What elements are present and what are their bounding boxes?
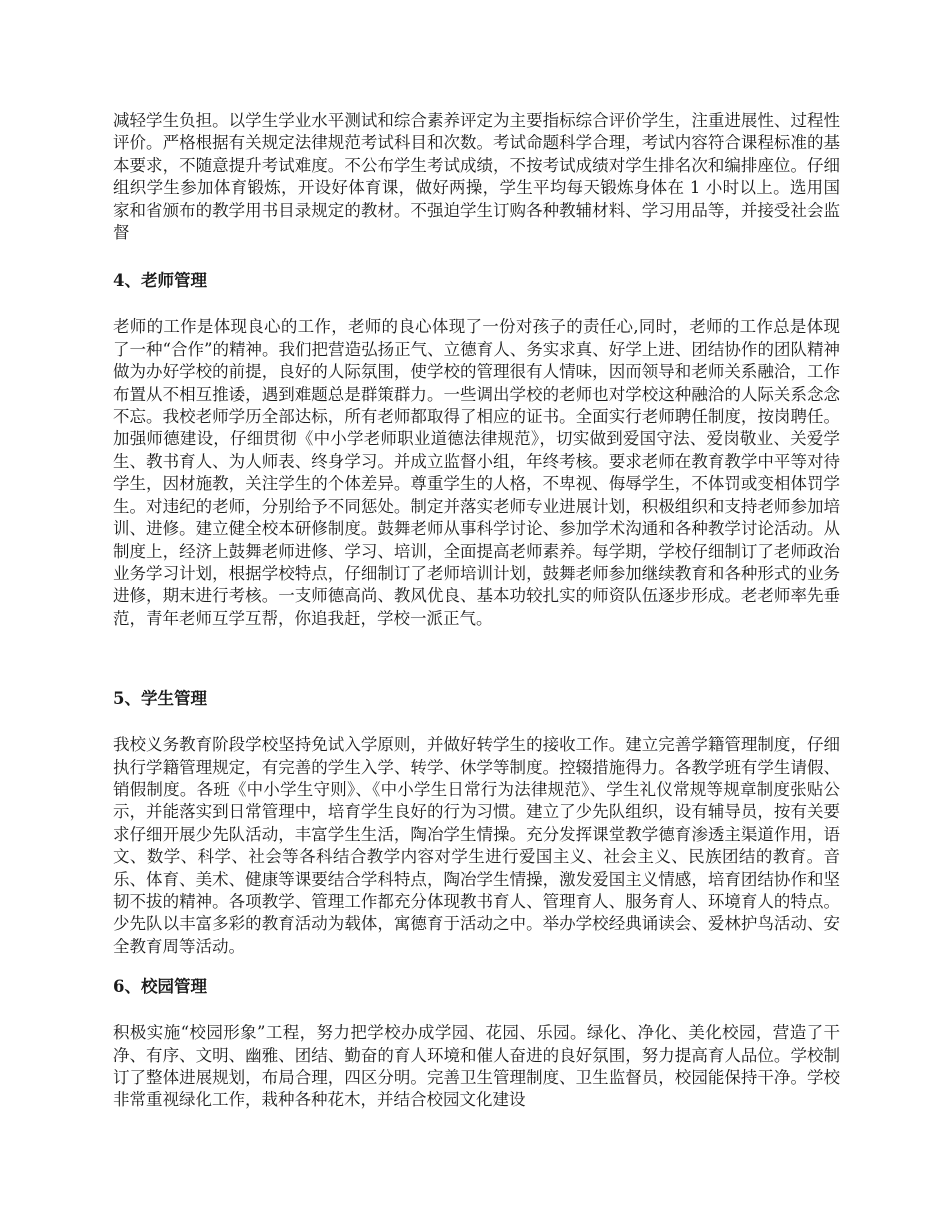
section-body-teacher-management: 老师的工作是体现良心的工作，老师的良心体现了一份对孩子的责任心,同时，老师的工作总是体现了一种“合作”的精神。我们把营造弘扬正气、立德育人、务实求真、好学上进、团结协作的团队精神做为办好学校的前提，良好的人际氛围，使学校的管理很有人情味，因而领导和老师关系融洽，工作布置从不相互推诿，遇到难题总是群策群力。一些调出学校的老师也对学校这种融洽的人际关系念念不忘。我校老师学历全部达标，所有老师都取得了相应的证书。全面实行老师聘任制度，按岗聘任。加强师德建设，仔细贯彻《中小学老师职业道德法律规范》，切实做到爱国守法、爱岗敬业、关爱学生、教书育人、为人师表、终身学习。并成立监督小组，年终考核。要求老师在教育教学中平等对待学生，因材施教，关注学生的个体差异。尊重学生的人格，不卑视、侮辱学生，不体罚或变相体罚学生。对违纪的老师，分别给予不同惩处。制定并落实老师专业进展计划，积极组织和支持老师参加培训、进修。建立健全校本研修制度。鼓舞老师从事科学讨论、参加学术沟通和各种教学讨论活动。从制度上，经济上鼓舞老师进修、学习、培训，全面提高老师素养。每学期，学校仔细制订了老师政治业务学习计划，根据学校特点，仔细制订了老师培训计划，鼓舞老师参加继续教育和各种形式的业务进修，期末进行考核。一支师德高尚、教风优良、基本功较扎实的师资队伍逐步形成。老老师率先垂范，青年老师互学互帮，你追我赶，学校一派正气。 (113, 317, 840, 628)
section-body-campus-management: 积极实施“校园形象”工程，努力把学校办成学园、花园、乐园。绿化、净化、美化校园，营造了干净、有序、文明、幽雅、团结、勤奋的育人环境和催人奋进的良好氛围，努力提高育人品位。学校制订了整体进展规划，布局合理，四区分明。完善卫生管理制度、卫生监督员，校园能保持干净。学校非常重视绿化工作，栽种各种花木，并结合校园文化建设 (113, 1023, 840, 1110)
section-heading-student-management: 5、学生管理 (113, 689, 207, 709)
section-heading-campus-management: 6、校园管理 (113, 977, 207, 997)
document-page (113, 110, 840, 1112)
intro-paragraph: 减轻学生负担。以学生学业水平测试和综合素养评定为主要指标综合评价学生，注重进展性、过程性评价。严格根据有关规定法律规范考试科目和次数。考试命题科学合理，考试内容符合课程标准的基本要求，不随意提升考试难度。不公布学生考试成绩，不按考试成绩对学生排名次和编排座位。仔细组织学生参加体育锻炼，开设好体育课，做好两操，学生平均每天锻炼身体在 1 小时以上。选用国家和省颁布的教学用书目录规定的教材。不强迫学生订购各种教辅材料、学习用品等，并接受社会监督 (113, 111, 840, 243)
section-body-student-management: 我校义务教育阶段学校坚持免试入学原则，并做好转学生的接收工作。建立完善学籍管理制度，仔细执行学籍管理规定，有完善的学生入学、转学、休学等制度。控辍措施得力。各教学班有学生请假、销假制度。各班《中小学生守则》、《中小学生日常行为法律规范》、学生礼仪常规等规章制度张贴公示，并能落实到日常管理中，培育学生良好的行为习惯。建立了少先队组织，设有辅导员，按有关要求仔细开展少先队活动，丰富学生生活，陶冶学生情操。充分发挥课堂教学德育渗透主渠道作用，语文、数学、科学、社会等各科结合教学内容对学生进行爱国主义、社会主义、民族团结的教育。音乐、体育、美术、健康等课要结合学科特点，陶冶学生情操，激发爱国主义情感，培育团结协作和坚韧不拔的精神。各项教学、管理工作都充分体现教书育人、管理育人、服务育人、环境育人的特点。少先队以丰富多彩的教育活动为载体，寓德育于活动之中。举办学校经典诵读会、爱林护鸟活动、安全教育周等活动。 (113, 735, 840, 956)
section-heading-teacher-management: 4、老师管理 (113, 271, 207, 291)
